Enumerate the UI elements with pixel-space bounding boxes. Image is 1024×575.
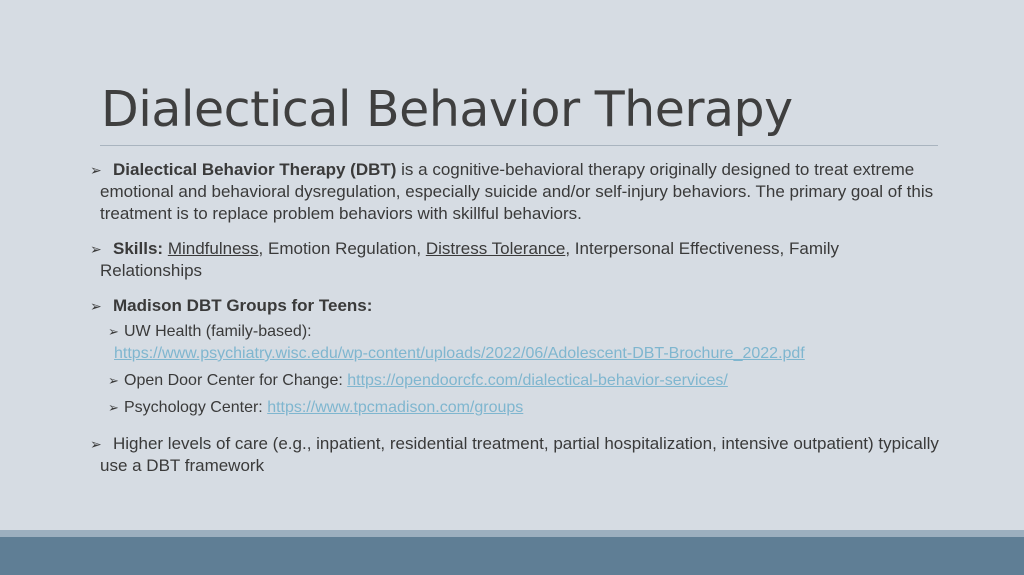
group-link[interactable]: https://www.psychiatry.wisc.edu/wp-content/uploads/2022/06/Adolescent-DBT-Brochure_2022.pdf [114,345,805,362]
group-label: UW Health (family-based): [124,323,312,340]
skill-mindfulness: Mindfulness [167,239,259,258]
bullet-higher-levels [90,433,940,477]
arrow-bullet-icon: ➢ [90,298,102,314]
arrow-bullet-icon: ➢ [108,400,119,415]
bullet-dbt-definition [90,159,940,225]
group-item-uw-health [90,321,940,365]
slide-title: Dialectical Behavior Therapy [101,81,793,138]
skills-label: Skills: [113,239,164,258]
group-link[interactable]: https://opendoorcfc.com/dialectical-behavior-services/ [347,372,728,389]
dbt-term: Dialectical Behavior Therapy (DBT) [113,160,397,179]
higher-levels-text: Higher levels of care (e.g., inpatient, residential treatment, partial hospitalization, intensive outpatient) typically use a DBT framework [100,434,939,475]
arrow-bullet-icon: ➢ [108,373,119,388]
arrow-bullet-icon: ➢ [90,241,102,257]
skills-rest: , Interpersonal Effectiveness, Family Relationships [100,239,840,280]
arrow-bullet-icon: ➢ [90,436,102,452]
arrow-bullet-icon: ➢ [90,162,102,178]
slide-content [90,157,940,477]
skill-distress-tolerance: Distress Tolerance [425,239,566,258]
groups-heading: Madison DBT Groups for Teens: [113,296,373,315]
dbt-description: is a cognitive-behavioral therapy originally designed to treat extreme emotional and behavioral dysregulation, especially suicide and/or self-injury behaviors. The primary goal of this treatment is to replace problem behaviors with skillful behaviors. [100,160,934,223]
arrow-bullet-icon: ➢ [108,324,119,339]
group-label: Psychology Center: [124,399,268,416]
group-item-psychology-center [90,397,940,419]
skill-separator: , Emotion Regulation, [258,239,426,258]
footer-accent-bar [0,530,1024,537]
group-link[interactable]: https://www.tpcmadison.com/groups [267,399,524,416]
footer-bar [0,537,1024,575]
group-label: Open Door Center for Change: [124,372,348,389]
group-item-open-door [90,370,940,392]
bullet-groups [90,295,940,317]
bullet-skills [90,238,940,282]
title-divider [100,145,938,146]
